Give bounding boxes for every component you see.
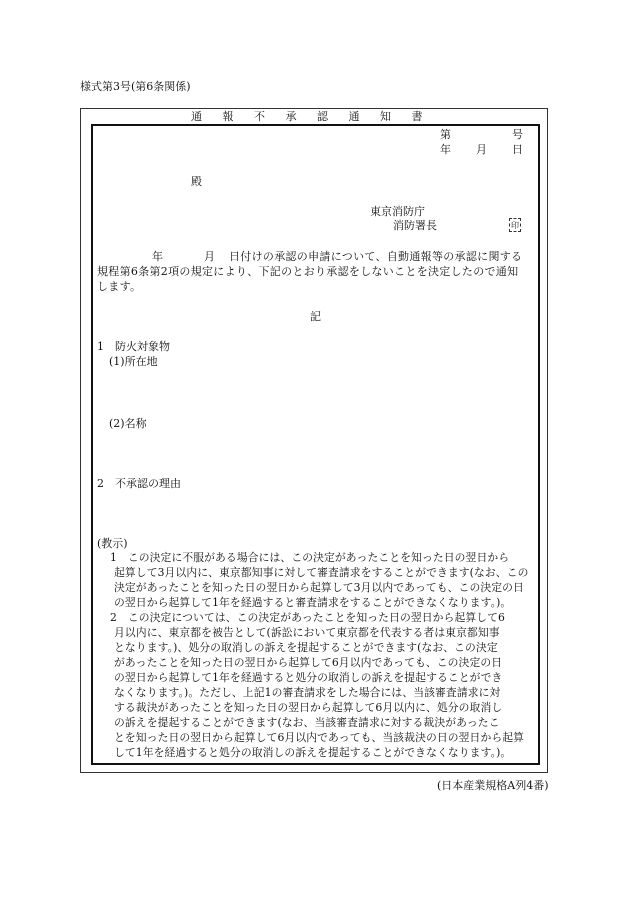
note-2-line-9: とを知った日の翌日から起算して6月以内であっても、当該裁決の日の翌日から起算 bbox=[114, 731, 525, 744]
body-line-1-month: 月 bbox=[204, 250, 216, 263]
sender-position: 消防署長 bbox=[393, 219, 437, 232]
footer-standard: (日本産業規格A列4番) bbox=[437, 779, 549, 792]
body-line-3: します。 bbox=[97, 280, 142, 293]
note-2-line-3: となります。)、処分の取消しの訴えを提起することができます(なお、この決定 bbox=[114, 641, 498, 654]
number-go: 号 bbox=[512, 128, 523, 141]
item-2-title: 2 不承認の理由 bbox=[97, 477, 181, 490]
note-2-line-7: する裁決があったことを知った日の翌日から起算して6月以内に、処分の取消し bbox=[114, 701, 503, 714]
note-2-line-5: の翌日から起算して1年を経過すると処分の取消しの訴えを提起することができ bbox=[114, 671, 503, 684]
sender-agency: 東京消防庁 bbox=[370, 205, 425, 218]
body-line-1-rest: 日付けの承認の申請について、自動通報等の承認に関する bbox=[229, 250, 523, 263]
date-year: 年 bbox=[440, 143, 451, 156]
body-line-2: 規程第6条第2項の規定により、下記のとおり承認をしないことを決定したので通知 bbox=[97, 265, 519, 278]
note-2-line-4: があったことを知った日の翌日から起算して6月以内であっても、この決定の日 bbox=[114, 656, 503, 669]
item-1-2-name: (2)名称 bbox=[109, 417, 147, 430]
seal-mark: 印 bbox=[509, 218, 521, 232]
note-1-line-1: 1 この決定に不服がある場合には、この決定があったことを知った日の翌日から bbox=[110, 551, 510, 564]
number-dai: 第 bbox=[440, 128, 451, 141]
date-day: 日 bbox=[512, 143, 523, 156]
note-2-line-10: して1年を経過すると処分の取消しの訴えを提起することができなくなります。)。 bbox=[114, 746, 512, 759]
body-line-1-year: 年 bbox=[152, 250, 164, 263]
note-1-line-4: の翌日から起算して1年を経過すると審査請求をすることができなくなります。)。 bbox=[114, 596, 512, 609]
form-label: 様式第3号(第6条関係) bbox=[80, 80, 191, 93]
note-2-line-6: なくなります。)。ただし、上記1の審査請求をした場合には、当該審査請求に対 bbox=[114, 686, 501, 699]
note-2-line-2: 月以内に、東京都を被告として(訴訟において東京都を代表する者は東京都知事 bbox=[114, 626, 500, 639]
document-title: 通報不承認通知書 bbox=[191, 110, 443, 123]
ki-heading: 記 bbox=[310, 310, 321, 323]
note-1-line-3: 決定があったことを知った日の翌日から起算して3月以内であっても、この決定の日 bbox=[114, 581, 524, 594]
addressee-honorific: 殿 bbox=[191, 175, 202, 188]
note-2-line-1: 2 この決定については、この決定があったことを知った日の翌日から起算して6 bbox=[110, 611, 506, 624]
note-2-line-8: の訴えを提起することができます(なお、当該審査請求に対する裁決があったこ bbox=[114, 716, 500, 729]
note-1-line-2: 起算して3月以内に、東京都知事に対して審査請求をすることができます(なお、この bbox=[114, 566, 529, 579]
date-month: 月 bbox=[476, 143, 487, 156]
instruction-heading: (教示) bbox=[97, 537, 128, 550]
item-1-title: 1 防火対象物 bbox=[97, 340, 170, 353]
item-1-1-location: (1)所在地 bbox=[109, 355, 158, 368]
